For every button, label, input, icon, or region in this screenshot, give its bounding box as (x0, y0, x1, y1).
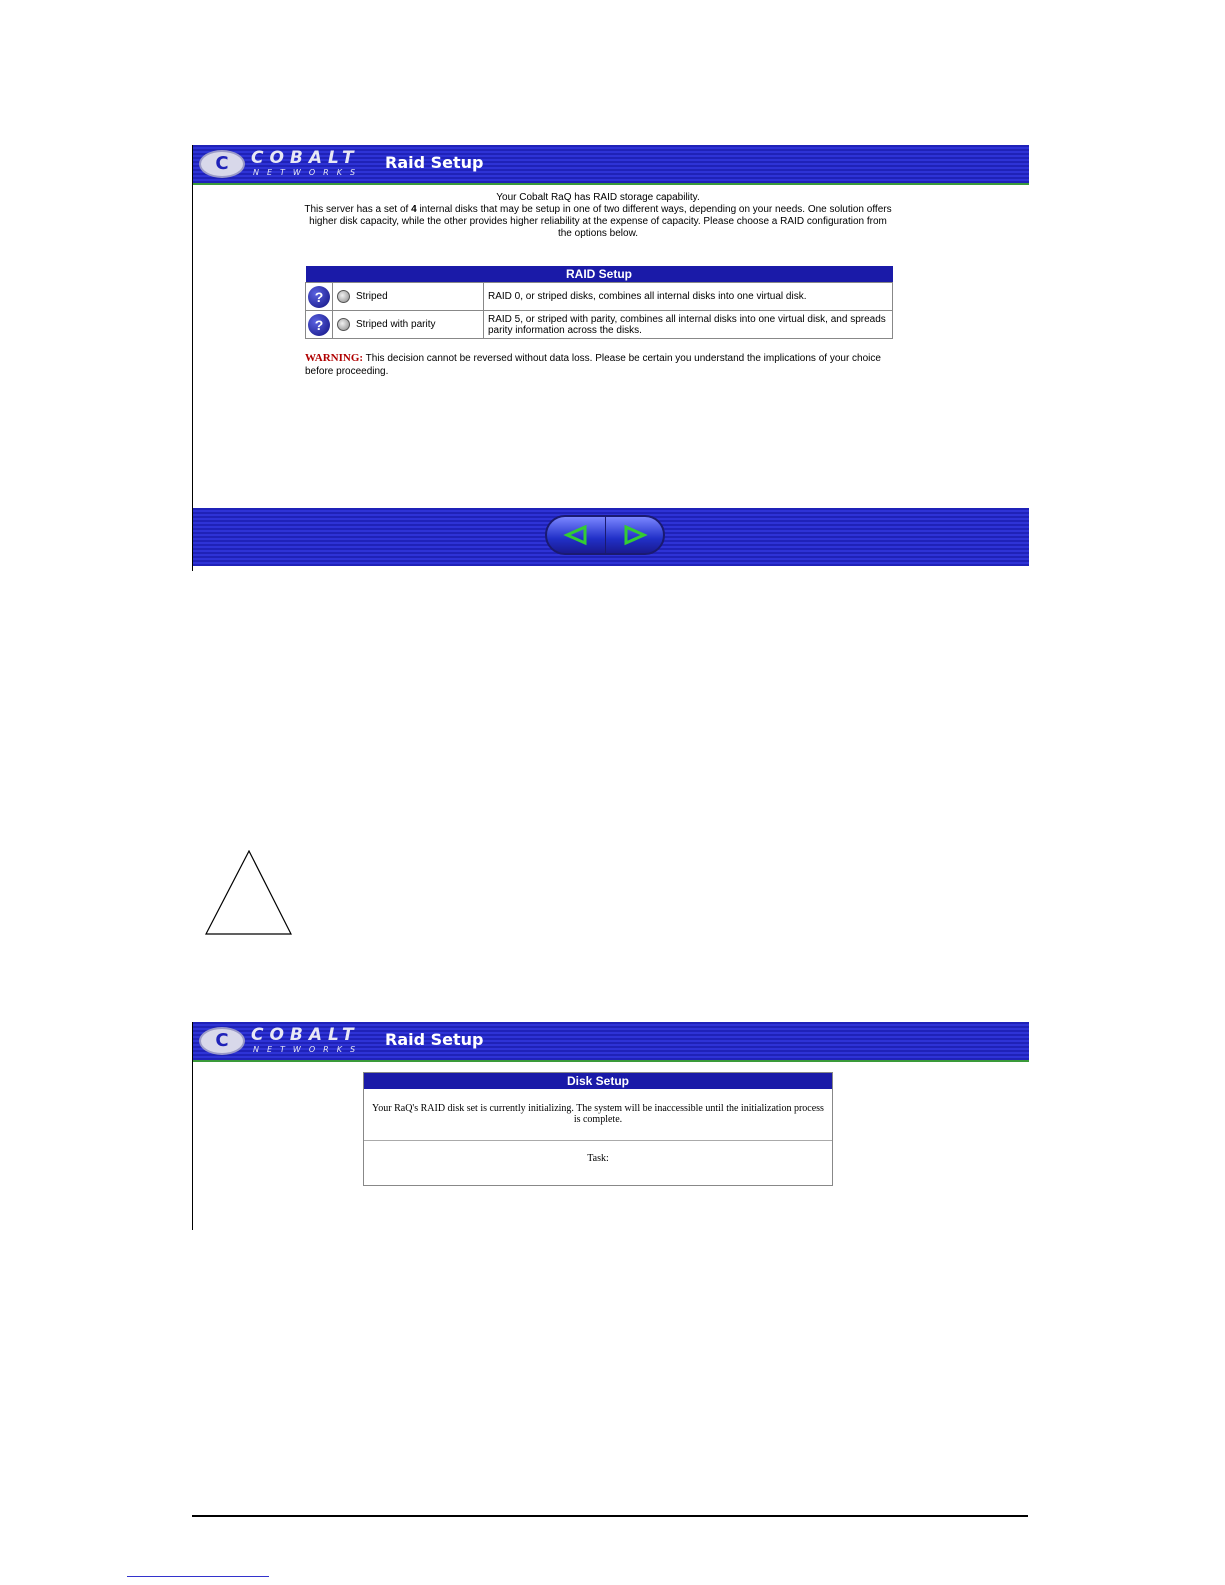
header-banner (193, 145, 1029, 185)
option-label: Striped (356, 291, 388, 302)
help-cell (306, 283, 333, 311)
nav-buttons (545, 515, 665, 555)
brand-name: COBALT (251, 1025, 360, 1045)
raid-options-table (305, 266, 893, 339)
option-description: RAID 5, or striped with parity, combines all internal disks into one virtual disk, and spreads parity information across the disks. (484, 311, 893, 339)
warning-text: This decision cannot be reversed without data loss. Please be certain you understand the implications of your choice before proceeding. (305, 353, 881, 377)
brand-subtitle: NETWORKS (253, 1045, 364, 1054)
intro-line-1: Your Cobalt RaQ has RAID storage capability. (496, 192, 700, 203)
help-icon[interactable]: ? (308, 314, 330, 336)
cobalt-logo-icon: C (199, 150, 245, 178)
intro-post: internal disks that may be setup in one of two different ways, depending on your needs. One solution offers higher disk capacity, while the other provides higher reliability at the expense of capacity. Please choose a RAID configuration from the options below. (309, 204, 892, 239)
disk-setup-panel (363, 1072, 833, 1186)
header-banner (193, 1022, 1029, 1062)
disk-setup-title: Disk Setup (364, 1073, 832, 1089)
help-cell (306, 311, 333, 339)
task-label: Task: (587, 1153, 609, 1164)
page-title: Raid Setup (385, 1030, 484, 1049)
back-button[interactable] (547, 517, 606, 553)
page-divider (192, 1515, 1028, 1517)
initializing-message: Your RaQ's RAID disk set is currently initializing. The system will be inaccessible until the initialization process is complete. (364, 1089, 832, 1141)
intro-line-2 (303, 204, 893, 240)
cobalt-logo-icon: C (199, 1027, 245, 1055)
help-icon[interactable]: ? (308, 286, 330, 308)
raid-table-title: RAID Setup (306, 266, 893, 283)
next-button[interactable] (606, 517, 664, 553)
option-description: RAID 0, or striped disks, combines all internal disks into one virtual disk. (484, 283, 893, 311)
warning-label: WARNING: (305, 352, 364, 364)
table-row (306, 283, 893, 311)
brand-name: COBALT (251, 148, 360, 168)
footer-link-underline (127, 1576, 269, 1577)
radio-striped[interactable] (337, 290, 350, 303)
warning-message (305, 352, 895, 378)
radio-striped-parity[interactable] (337, 318, 350, 331)
table-row (306, 311, 893, 339)
caution-triangle-icon (205, 850, 293, 936)
intro-text (303, 192, 893, 240)
brand-subtitle: NETWORKS (253, 168, 364, 177)
arrow-right-icon (622, 524, 648, 546)
arrow-left-icon (563, 524, 589, 546)
disk-count: 4 (411, 204, 417, 215)
disk-setup-screen (192, 1022, 1029, 1230)
option-striped[interactable] (333, 283, 484, 311)
option-label: Striped with parity (356, 319, 436, 330)
raid-setup-screen (192, 145, 1029, 571)
option-striped-parity[interactable] (333, 311, 484, 339)
page-title: Raid Setup (385, 153, 484, 172)
intro-pre: This server has a set of (304, 204, 412, 215)
footer-bar (193, 508, 1029, 566)
